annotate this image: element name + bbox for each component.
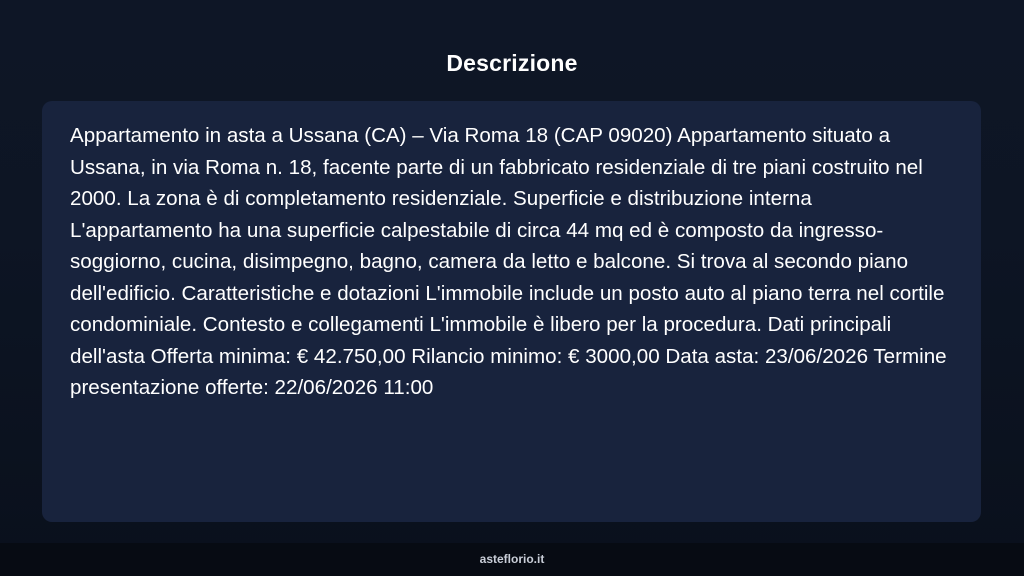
footer-bar (0, 543, 1024, 576)
description-card (42, 101, 981, 522)
footer-site-link[interactable]: asteflorio.it (479, 552, 545, 566)
page-title: Descrizione (446, 50, 578, 76)
description-text: Appartamento in asta a Ussana (CA) – Via Roma 18 (CAP 09020) Appartamento situato a Ussana, in via Roma n. 18, facente parte di un fabbricato residenziale di tre piani costruito nel 2000. La zona è di completamento residenziale. Superficie e distribuzione interna L'appartamento ha una superficie calpestabile di circa 44 mq ed è composto da ingresso-soggiorno, cucina, disimpegno, bagno, camera da letto e balcone. Si trova al secondo piano dell'edificio. Caratteristiche e dotazioni L'immobile include un posto auto al piano terra nel cortile condominiale. Contesto e collegamenti L'immobile è libero per la procedura. Dati principali dell'asta Offerta minima: € 42.750,00 Rilancio minimo: € 3000,00 Data asta: 23/06/2026 Termine presentazione offerte: 22/06/2026 11:00 (70, 124, 947, 399)
